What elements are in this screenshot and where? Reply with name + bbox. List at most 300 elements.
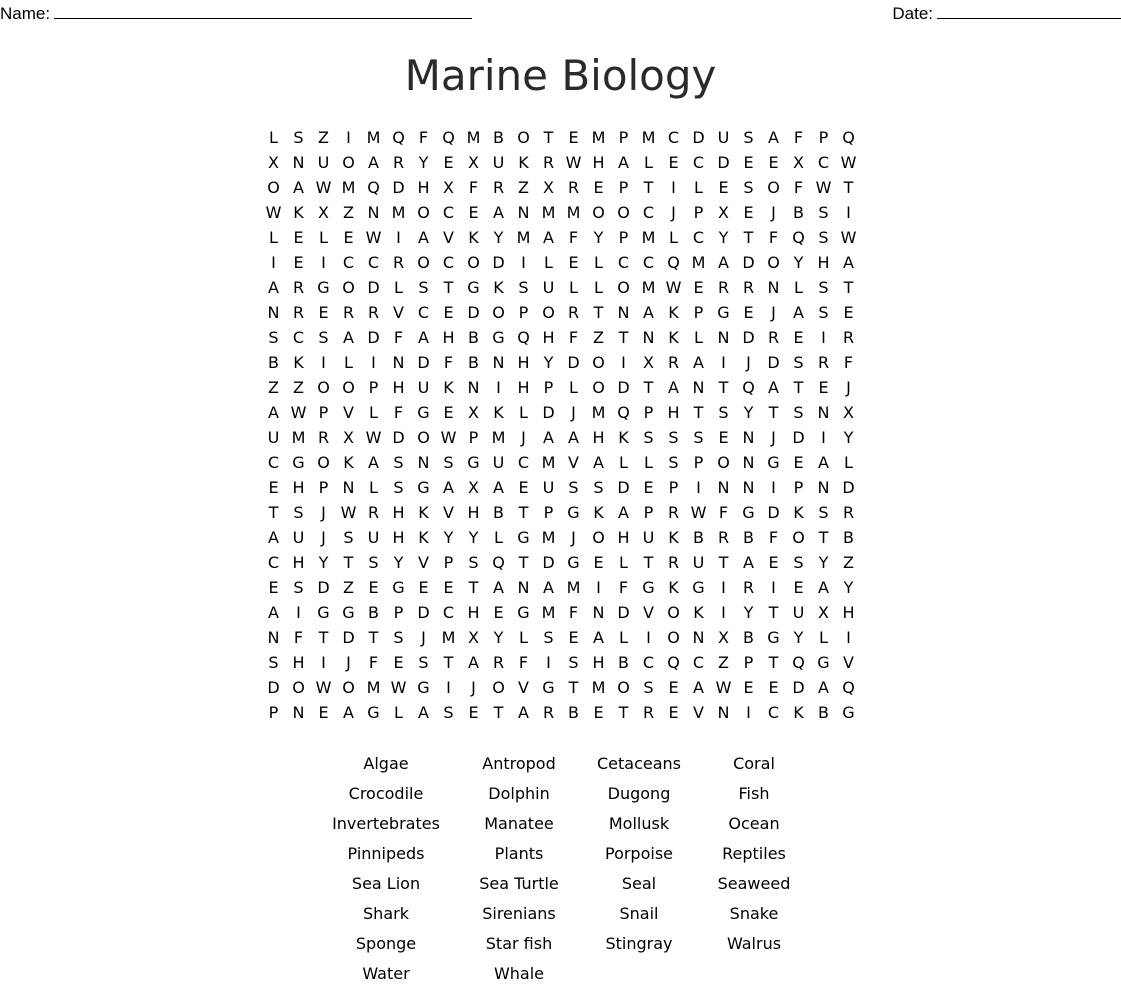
grid-letter[interactable]: P [618,178,629,197]
grid-letter[interactable]: W [440,428,457,447]
grid-letter[interactable]: O [767,178,780,197]
grid-letter[interactable]: S [543,628,554,647]
grid-letter[interactable]: L [344,353,353,372]
grid-letter[interactable]: N [817,478,830,497]
grid-letter[interactable]: T [493,703,504,722]
grid-letter[interactable]: S [268,328,279,347]
grid-letter[interactable]: N [642,328,655,347]
grid-letter[interactable]: X [468,628,479,647]
grid-letter[interactable]: B [843,528,854,547]
grid-letter[interactable]: U [292,528,305,547]
grid-letter[interactable]: A [693,678,704,697]
grid-letter[interactable]: R [492,653,505,672]
grid-letter[interactable]: F [393,403,404,422]
grid-letter[interactable]: A [768,378,779,397]
grid-letter[interactable]: G [692,578,705,597]
grid-letter[interactable]: J [571,528,576,547]
grid-letter[interactable]: L [369,403,378,422]
grid-letter[interactable]: U [692,553,705,572]
grid-letter[interactable]: O [292,678,305,697]
grid-letter[interactable]: Z [843,553,854,572]
grid-letter[interactable]: M [541,453,556,472]
grid-letter[interactable]: T [443,278,454,297]
grid-letter[interactable]: R [842,328,855,347]
grid-letter[interactable]: W [365,228,382,247]
grid-letter[interactable]: A [618,503,629,522]
grid-letter[interactable]: A [818,453,829,472]
grid-letter[interactable]: E [793,453,804,472]
grid-letter[interactable]: E [318,703,329,722]
grid-letter[interactable]: I [446,678,451,697]
grid-letter[interactable]: Q [392,128,405,147]
grid-letter[interactable]: A [493,478,504,497]
grid-letter[interactable]: L [569,278,578,297]
grid-letter[interactable]: F [768,228,779,247]
grid-letter[interactable]: B [793,203,804,222]
grid-letter[interactable]: C [642,253,655,272]
grid-letter[interactable]: M [441,628,456,647]
grid-letter[interactable]: B [468,353,479,372]
grid-letter[interactable]: D [617,603,630,622]
grid-letter[interactable]: A [518,703,529,722]
grid-letter[interactable]: J [571,403,576,422]
grid-letter[interactable]: P [393,603,404,622]
grid-letter[interactable]: H [417,178,430,197]
grid-letter[interactable]: J [746,353,751,372]
grid-letter[interactable]: K [518,153,529,172]
grid-letter[interactable]: K [793,503,804,522]
grid-letter[interactable]: N [492,353,505,372]
grid-letter[interactable]: N [417,453,430,472]
grid-letter[interactable]: A [343,328,354,347]
grid-letter[interactable]: X [818,603,829,622]
grid-letter[interactable]: Z [343,203,354,222]
grid-letter[interactable]: S [418,653,429,672]
grid-letter[interactable]: Z [518,178,529,197]
grid-letter[interactable]: D [417,603,430,622]
grid-letter[interactable]: Z [718,653,729,672]
grid-letter[interactable]: E [668,703,679,722]
grid-letter[interactable]: S [668,428,679,447]
grid-letter[interactable]: T [743,228,754,247]
grid-letter[interactable]: M [291,428,306,447]
grid-letter[interactable]: A [343,703,354,722]
grid-letter[interactable]: T [518,503,529,522]
grid-letter[interactable]: B [568,703,579,722]
grid-letter[interactable]: I [496,378,501,397]
grid-letter[interactable]: H [842,603,855,622]
grid-letter[interactable]: F [718,503,729,522]
name-blank-line[interactable] [54,4,472,19]
grid-letter[interactable]: P [818,128,829,147]
grid-letter[interactable]: W [840,228,857,247]
grid-letter[interactable]: J [346,653,351,672]
grid-letter[interactable]: L [594,278,603,297]
grid-letter[interactable]: L [694,178,703,197]
grid-letter[interactable]: N [817,403,830,422]
grid-letter[interactable]: J [846,378,851,397]
grid-letter[interactable]: E [818,378,829,397]
grid-letter[interactable]: A [368,153,379,172]
grid-letter[interactable]: Q [517,328,530,347]
grid-letter[interactable]: I [271,253,276,272]
grid-letter[interactable]: Y [843,578,854,597]
grid-letter[interactable]: G [392,578,405,597]
grid-letter[interactable]: X [793,153,804,172]
grid-letter[interactable]: N [617,303,630,322]
grid-letter[interactable]: T [693,403,704,422]
grid-letter[interactable]: D [767,353,780,372]
grid-letter[interactable]: G [767,628,780,647]
grid-letter[interactable]: C [267,553,280,572]
grid-letter[interactable]: Y [543,353,554,372]
grid-letter[interactable]: T [568,678,579,697]
grid-letter[interactable]: F [768,528,779,547]
grid-letter[interactable]: L [694,328,703,347]
grid-letter[interactable]: Z [268,378,279,397]
grid-letter[interactable]: X [443,178,454,197]
grid-letter[interactable]: T [768,403,779,422]
grid-letter[interactable]: P [518,303,529,322]
grid-letter[interactable]: Q [617,403,630,422]
grid-letter[interactable]: E [743,303,754,322]
grid-letter[interactable]: N [742,428,755,447]
grid-letter[interactable]: G [317,278,330,297]
grid-letter[interactable]: S [293,128,304,147]
grid-letter[interactable]: J [771,428,776,447]
grid-letter[interactable]: Y [593,228,604,247]
grid-letter[interactable]: F [843,353,854,372]
grid-letter[interactable]: P [268,703,279,722]
grid-letter[interactable]: C [692,153,705,172]
grid-letter[interactable]: O [417,428,430,447]
grid-letter[interactable]: B [693,528,704,547]
grid-letter[interactable]: E [568,253,579,272]
grid-letter[interactable]: R [392,253,405,272]
grid-letter[interactable]: R [367,303,380,322]
grid-letter[interactable]: A [293,178,304,197]
grid-letter[interactable]: U [542,478,555,497]
grid-letter[interactable]: O [792,528,805,547]
grid-letter[interactable]: M [516,228,531,247]
grid-letter[interactable]: D [692,128,705,147]
grid-letter[interactable]: Y [743,603,754,622]
grid-letter[interactable]: S [293,503,304,522]
grid-letter[interactable]: L [844,453,853,472]
grid-letter[interactable]: C [667,128,680,147]
grid-letter[interactable]: T [318,628,329,647]
grid-letter[interactable]: E [493,603,504,622]
grid-letter[interactable]: G [467,278,480,297]
grid-letter[interactable]: V [693,703,704,722]
grid-letter[interactable]: A [268,528,279,547]
grid-letter[interactable]: O [717,453,730,472]
grid-letter[interactable]: R [367,503,380,522]
grid-letter[interactable]: F [618,578,629,597]
grid-letter[interactable]: E [468,203,479,222]
grid-letter[interactable]: L [619,553,628,572]
grid-letter[interactable]: X [268,153,279,172]
grid-letter[interactable]: N [692,378,705,397]
date-field[interactable] [892,4,1121,24]
grid-letter[interactable]: B [493,128,504,147]
grid-letter[interactable]: D [617,478,630,497]
grid-letter[interactable]: A [668,378,679,397]
grid-letter[interactable]: M [541,203,556,222]
grid-letter[interactable]: P [618,128,629,147]
grid-letter[interactable]: R [542,153,555,172]
grid-letter[interactable]: Y [393,553,404,572]
grid-letter[interactable]: M [591,403,606,422]
grid-letter[interactable]: H [592,153,605,172]
grid-letter[interactable]: X [343,428,354,447]
grid-letter[interactable]: Q [792,653,805,672]
grid-letter[interactable]: T [768,653,779,672]
grid-letter[interactable]: S [393,628,404,647]
grid-letter[interactable]: S [743,178,754,197]
grid-letter[interactable]: S [568,478,579,497]
grid-letter[interactable]: W [840,153,857,172]
grid-letter[interactable]: T [518,553,529,572]
grid-letter[interactable]: D [792,678,805,697]
grid-letter[interactable]: N [767,278,780,297]
grid-letter[interactable]: S [818,303,829,322]
grid-letter[interactable]: K [443,378,454,397]
grid-letter[interactable]: R [717,278,730,297]
grid-letter[interactable]: B [493,503,504,522]
grid-letter[interactable]: O [342,278,355,297]
grid-letter[interactable]: Y [793,253,804,272]
grid-letter[interactable]: E [768,678,779,697]
grid-letter[interactable]: N [517,578,530,597]
grid-letter[interactable]: K [668,303,679,322]
grid-letter[interactable]: S [393,453,404,472]
grid-letter[interactable]: X [843,403,854,422]
grid-letter[interactable]: B [268,353,279,372]
grid-letter[interactable]: A [268,603,279,622]
grid-letter[interactable]: G [642,578,655,597]
grid-letter[interactable]: P [693,203,704,222]
grid-letter[interactable]: K [493,278,504,297]
grid-letter[interactable]: E [768,553,779,572]
grid-letter[interactable]: O [342,378,355,397]
grid-letter[interactable]: E [443,403,454,422]
grid-letter[interactable]: Z [343,578,354,597]
grid-letter[interactable]: I [596,578,601,597]
grid-letter[interactable]: R [667,503,680,522]
grid-letter[interactable]: O [542,303,555,322]
grid-letter[interactable]: S [793,353,804,372]
grid-letter[interactable]: L [569,378,578,397]
grid-letter[interactable]: T [768,603,779,622]
grid-letter[interactable]: X [468,478,479,497]
grid-letter[interactable]: J [321,528,326,547]
grid-letter[interactable]: U [717,128,730,147]
grid-letter[interactable]: V [843,653,854,672]
grid-letter[interactable]: I [371,353,376,372]
grid-letter[interactable]: E [768,153,779,172]
grid-letter[interactable]: P [693,453,704,472]
grid-letter[interactable]: I [396,228,401,247]
grid-letter[interactable]: O [417,203,430,222]
grid-letter[interactable]: D [717,153,730,172]
grid-letter[interactable]: B [743,528,754,547]
grid-letter[interactable]: D [842,478,855,497]
grid-letter[interactable]: O [617,678,630,697]
grid-letter[interactable]: F [468,178,479,197]
grid-letter[interactable]: T [618,703,629,722]
grid-letter[interactable]: W [690,503,707,522]
grid-letter[interactable]: P [543,378,554,397]
grid-letter[interactable]: N [717,478,730,497]
grid-letter[interactable]: H [442,328,455,347]
grid-letter[interactable]: A [493,578,504,597]
grid-letter[interactable]: V [443,503,454,522]
grid-letter[interactable]: M [366,128,381,147]
name-field[interactable] [0,4,472,24]
grid-letter[interactable]: L [644,153,653,172]
grid-letter[interactable]: X [543,178,554,197]
grid-letter[interactable]: V [568,453,579,472]
grid-letter[interactable]: Q [842,678,855,697]
grid-letter[interactable]: A [593,453,604,472]
grid-letter[interactable]: W [665,278,682,297]
grid-letter[interactable]: O [342,678,355,697]
grid-letter[interactable]: L [794,278,803,297]
grid-letter[interactable]: L [394,703,403,722]
grid-letter[interactable]: T [468,578,479,597]
grid-letter[interactable]: O [517,128,530,147]
grid-letter[interactable]: C [367,253,380,272]
grid-letter[interactable]: E [368,578,379,597]
grid-letter[interactable]: X [468,153,479,172]
grid-letter[interactable]: C [642,653,655,672]
grid-letter[interactable]: N [292,153,305,172]
grid-letter[interactable]: S [643,428,654,447]
grid-letter[interactable]: G [317,603,330,622]
grid-letter[interactable]: A [268,403,279,422]
grid-letter[interactable]: S [818,278,829,297]
grid-letter[interactable]: L [494,528,503,547]
grid-letter[interactable]: A [793,303,804,322]
grid-letter[interactable]: L [319,228,328,247]
grid-letter[interactable]: J [771,203,776,222]
grid-letter[interactable]: X [318,203,329,222]
grid-letter[interactable]: I [696,478,701,497]
grid-letter[interactable]: O [592,378,605,397]
grid-letter[interactable]: E [793,578,804,597]
grid-letter[interactable]: E [568,628,579,647]
grid-letter[interactable]: Q [792,228,805,247]
grid-letter[interactable]: S [693,428,704,447]
grid-letter[interactable]: S [718,403,729,422]
grid-letter[interactable]: I [846,628,851,647]
grid-letter[interactable]: I [321,353,326,372]
grid-letter[interactable]: N [517,203,530,222]
grid-letter[interactable]: E [593,178,604,197]
grid-letter[interactable]: I [546,653,551,672]
grid-letter[interactable]: E [593,553,604,572]
grid-letter[interactable]: J [421,628,426,647]
grid-letter[interactable]: S [443,703,454,722]
grid-letter[interactable]: T [368,628,379,647]
grid-letter[interactable]: K [618,428,629,447]
grid-letter[interactable]: K [293,203,304,222]
grid-letter[interactable]: O [342,153,355,172]
grid-letter[interactable]: W [565,153,582,172]
grid-letter[interactable]: C [442,203,455,222]
grid-letter[interactable]: D [367,278,380,297]
grid-letter[interactable]: Q [842,128,855,147]
grid-letter[interactable]: W [315,678,332,697]
grid-letter[interactable]: T [443,653,454,672]
grid-letter[interactable]: H [592,428,605,447]
grid-letter[interactable]: Q [742,378,755,397]
grid-letter[interactable]: D [767,503,780,522]
grid-letter[interactable]: I [821,428,826,447]
grid-letter[interactable]: M [641,128,656,147]
grid-letter[interactable]: A [418,228,429,247]
grid-letter[interactable]: T [343,553,354,572]
grid-letter[interactable]: G [342,603,355,622]
grid-letter[interactable]: V [643,603,654,622]
grid-letter[interactable]: D [417,353,430,372]
grid-letter[interactable]: E [443,153,454,172]
grid-letter[interactable]: V [518,678,529,697]
grid-letter[interactable]: A [818,578,829,597]
grid-letter[interactable]: H [392,378,405,397]
grid-letter[interactable]: G [542,678,555,697]
grid-letter[interactable]: O [317,453,330,472]
grid-letter[interactable]: D [792,428,805,447]
grid-letter[interactable]: M [641,278,656,297]
grid-letter[interactable]: L [819,628,828,647]
grid-letter[interactable]: K [668,328,679,347]
grid-letter[interactable]: O [617,278,630,297]
grid-letter[interactable]: O [417,253,430,272]
grid-letter[interactable]: K [493,403,504,422]
grid-letter[interactable]: O [592,353,605,372]
grid-letter[interactable]: I [771,478,776,497]
grid-letter[interactable]: E [718,428,729,447]
grid-letter[interactable]: G [417,678,430,697]
grid-letter[interactable]: H [467,503,480,522]
grid-letter[interactable]: X [468,403,479,422]
grid-letter[interactable]: R [842,503,855,522]
grid-letter[interactable]: N [392,353,405,372]
grid-letter[interactable]: U [417,378,430,397]
grid-letter[interactable]: U [492,153,505,172]
grid-letter[interactable]: I [746,703,751,722]
grid-letter[interactable]: R [742,278,755,297]
grid-letter[interactable]: Y [493,228,504,247]
grid-letter[interactable]: M [691,253,706,272]
grid-letter[interactable]: E [468,703,479,722]
grid-letter[interactable]: S [368,553,379,572]
grid-letter[interactable]: N [742,478,755,497]
grid-letter[interactable]: M [591,678,606,697]
grid-letter[interactable]: R [342,303,355,322]
grid-letter[interactable]: C [267,453,280,472]
grid-letter[interactable]: P [543,503,554,522]
grid-letter[interactable]: O [492,678,505,697]
grid-letter[interactable]: L [369,478,378,497]
grid-letter[interactable]: E [268,578,279,597]
grid-letter[interactable]: V [418,553,429,572]
grid-letter[interactable]: E [443,578,454,597]
grid-letter[interactable]: A [818,678,829,697]
grid-letter[interactable]: C [517,453,530,472]
